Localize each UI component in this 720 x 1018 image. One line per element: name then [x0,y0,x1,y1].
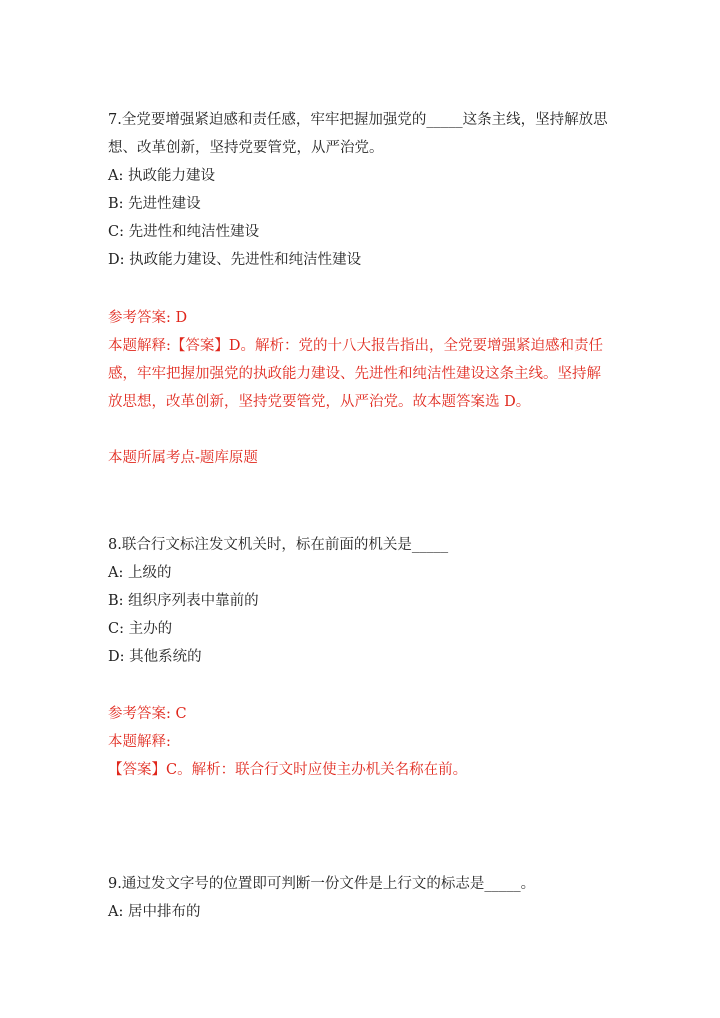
question-7-answer: 参考答案: D [108,310,188,326]
question-7-stem-line-1: 7.全党要增强紧迫感和责任感，牢牢把握加强党的_____这条主线，坚持解放思 [108,112,608,128]
question-7-knowledge-point: 本题所属考点-题库原题 [108,450,258,466]
question-9-stem: 9.通过发文字号的位置即可判断一份文件是上行文的标志是_____。 [108,876,536,892]
question-8-answer: 参考答案: C [108,706,187,722]
question-7-explanation-line-3: 放思想，改革创新，坚持党要管党，从严治党。故本题答案选 D。 [108,394,531,410]
question-8-explanation-line-1: 本题解释: [108,734,171,750]
question-8-option-a: A: 上级的 [108,565,172,581]
question-8-option-c: C: 主办的 [108,621,173,637]
question-7-explanation-line-2: 感，牢牢把握加强党的执政能力建设、先进性和纯洁性建设这条主线。坚持解 [108,366,601,382]
question-7-explanation-line-1: 本题解释:【答案】D。解析：党的十八大报告指出，全党要增强紧迫感和责任 [108,338,604,354]
question-8-explanation-line-2: 【答案】C。解析：联合行文时应使主办机关名称在前。 [108,762,468,778]
question-7-option-a: A: 执政能力建设 [108,168,215,184]
question-7-option-c: C: 先进性和纯洁性建设 [108,224,260,240]
question-8-option-b: B: 组织序列表中靠前的 [108,593,259,609]
question-7-option-d: D: 执政能力建设、先进性和纯洁性建设 [108,252,362,268]
question-8-stem: 8.联合行文标注发文机关时，标在前面的机关是_____ [108,537,449,553]
question-7-option-b: B: 先进性建设 [108,196,201,212]
question-9-option-a: A: 居中排布的 [108,904,201,920]
question-8-option-d: D: 其他系统的 [108,649,202,665]
question-7-stem-line-2: 想、改革创新，坚持党要管党，从严治党。 [108,140,384,156]
